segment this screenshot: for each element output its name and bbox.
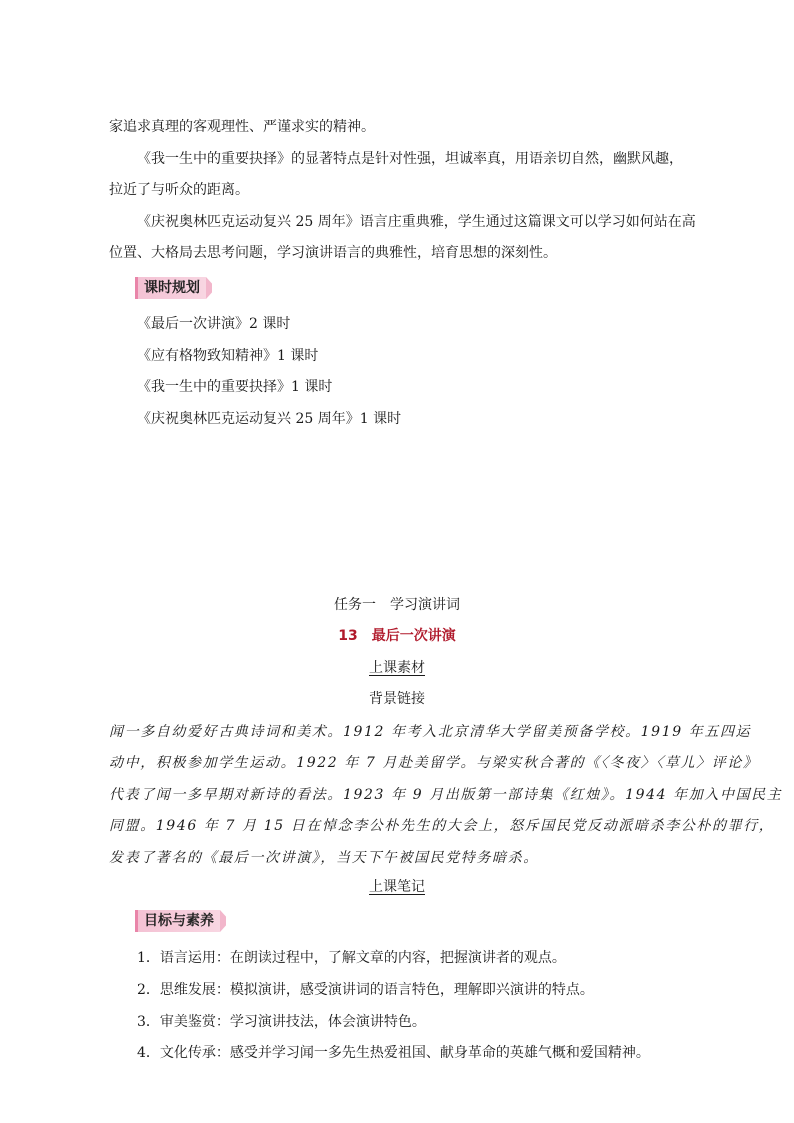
schedule-item-3: 《我一生中的重要抉择》1 课时 (137, 379, 333, 395)
intro-line-4: 《庆祝奥林匹克运动复兴 25 周年》语言庄重典雅，学生通过这篇课文可以学习如何站在高 (137, 214, 696, 230)
schedule-item-4: 《庆祝奥林匹克运动复兴 25 周年》1 课时 (137, 411, 402, 427)
lesson-title: 13 最后一次讲演 (338, 628, 456, 644)
background-line-4: 同盟。1946 年 7 月 15 日在悼念李公朴先生的大会上，怒斥国民党反动派暗杀李公朴的罪行， (109, 818, 775, 834)
notes-heading: 上课笔记 (369, 879, 425, 895)
goal-item-2: 2．思维发展：模拟演讲，感受演讲词的语言特色，理解即兴演讲的特点。 (137, 982, 594, 998)
schedule-item-1: 《最后一次讲演》2 课时 (137, 316, 291, 332)
background-line-5: 发表了著名的《最后一次讲演》，当天下午被国民党特务暗杀。 (109, 850, 539, 866)
schedule-heading-tag (135, 277, 219, 299)
background-line-3: 代表了闻一多早期对新诗的看法。1923 年 9 月出版第一部诗集《红烛》。1944 年加入中国民主 (109, 787, 783, 803)
intro-line-1: 家追求真理的客观理性、严谨求实的精神。 (109, 119, 375, 135)
goal-item-4: 4．文化传承：感受并学习闻一多先生热爱祖国、献身革命的英雄气概和爱国精神。 (137, 1045, 650, 1061)
schedule-heading: 课时规划 (135, 277, 206, 299)
goals-heading: 目标与素养 (135, 910, 220, 932)
intro-line-5: 位置、大格局去思考问题，学习演讲语言的典雅性，培育思想的深刻性。 (109, 245, 557, 261)
background-line-1: 闻一多自幼爱好古典诗词和美术。1912 年考入北京清华大学留美预备学校。1919 年五四运 (109, 724, 752, 740)
intro-line-2: 《我一生中的重要抉择》的显著特点是针对性强，坦诚率真，用语亲切自然，幽默风趣， (137, 151, 683, 167)
goals-heading-tag (135, 910, 233, 932)
material-heading: 上课素材 (369, 660, 425, 676)
tag-arrow-inner-icon (226, 913, 233, 929)
tag-arrow-inner-icon (212, 280, 219, 296)
goal-item-1: 1．语言运用：在朗读过程中，了解文章的内容，把握演讲者的观点。 (137, 950, 566, 966)
schedule-item-2: 《应有格物致知精神》1 课时 (137, 348, 319, 364)
goal-item-3: 3．审美鉴赏：学习演讲技法，体会演讲特色。 (137, 1014, 426, 1030)
background-heading: 背景链接 (369, 691, 425, 707)
intro-line-3: 拉近了与听众的距离。 (109, 182, 249, 198)
task-heading: 任务一 学习演讲词 (334, 597, 460, 613)
background-line-2: 动中，积极参加学生运动。1922 年 7 月赴美留学。与梁实秋合著的《〈冬夜〉〈草儿〉评论》 (109, 755, 759, 771)
